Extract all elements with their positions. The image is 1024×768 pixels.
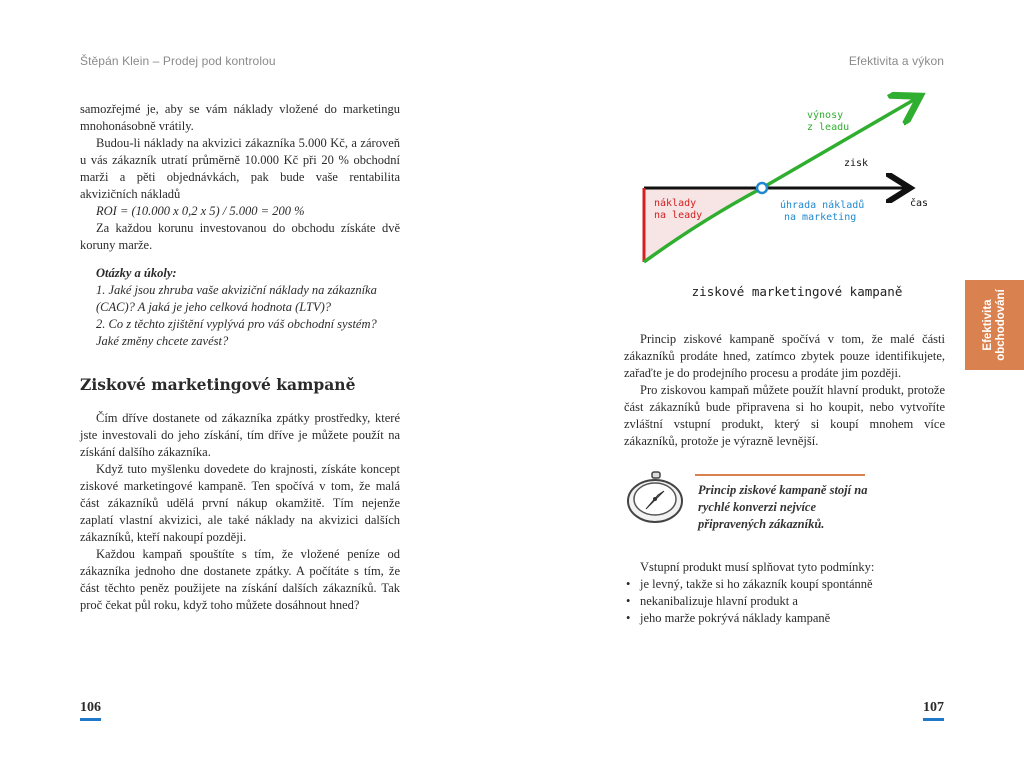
campaign-diagram [632, 80, 962, 280]
right-page [512, 0, 1024, 768]
paragraph: Každou kampaň spouštíte s tím, že vložené peníze od zákazníka jednoho dne dostanete zpátky. A počítáte s tím, že část těchto peněz použijete na získání dalších zákazníků. Tak proč čekat půl roku, když toho můžete dosáhnout hned? [80, 547, 400, 612]
list-item: • jeho marže pokrývá náklady kampaně [626, 611, 831, 625]
question-item: 2. Co z těchto zjištění vyplývá pro váš obchodní systém? Jaké změny chcete zavést? [96, 317, 377, 348]
requirements-intro: Vstupní produkt musí splňovat tyto podmínky: [640, 560, 875, 574]
chapter-side-tab [965, 280, 1024, 370]
paragraph: samozřejmé je, aby se vám náklady vložené do marketingu mnohonásobně vrátily. [80, 102, 400, 133]
page-number-right: 107 [923, 700, 944, 721]
page-number-left: 106 [80, 700, 101, 721]
requirements-list [624, 576, 944, 627]
bullet: • [626, 594, 631, 608]
side-tab-line: obchodování [994, 289, 1007, 361]
running-head-right: Efektivita a výkon [848, 54, 944, 68]
label-payback: úhrada nákladů na marketing [780, 200, 865, 223]
paragraph: Princip ziskové kampaně spočívá v tom, že malé části zákazníků prodáte hned, zatímco zbytek pouze identifikujete, zařaďte je do prodejního procesu a prodáte jim později. [624, 332, 945, 380]
left-top-text [80, 101, 400, 254]
compass-icon [622, 469, 686, 527]
callout-quote: Princip ziskové kampaně stojí na rychlé konverzi nejvíce připravených zákazníků. [698, 483, 868, 531]
diagram-caption: ziskové marketingové kampaně [691, 284, 903, 299]
label-time: čas [910, 198, 929, 209]
revenue-line [644, 98, 917, 262]
paragraph: Čím dříve dostanete od zákazníka zpátky prostředky, které jste investovali do jeho získání, tím dříve je můžete použít na získání dalšího zákazníka. [80, 411, 400, 459]
right-body-text [624, 331, 945, 450]
payback-point [757, 183, 767, 193]
paragraph: Za každou korunu investovanou do obchodu získáte dvě koruny marže. [80, 221, 400, 252]
paragraph: Pro ziskovou kampaň můžete použít hlavní produkt, protože část zákazníků bude připravena si ho koupit, nebo vytvoříte zvláštní vstupní produkt, který si koupí mnohem více zákazníků, protože je výrazně levnější. [624, 383, 945, 448]
roi-formula: ROI = (10.000 x 0,2 x 5) / 5.000 = 200 % [96, 204, 305, 218]
left-bottom-text [80, 410, 400, 614]
questions-block [96, 265, 396, 350]
paragraph: Když tuto myšlenku dovedete do krajnosti, získáte koncept ziskové marketingové kampaně. Ten spočívá v tom, že malá část zákazníků udělá první nákup okamžitě. Tím nejenže zaplatí vlastní akvizici, ale také náklady na akvizici dalších zákazníků, kteří nakoupí později. [80, 462, 400, 544]
list-item: • nekanibalizuje hlavní produkt a [626, 594, 798, 608]
question-item: 1. Jaké jsou zhruba vaše akviziční náklady na zákazníka (CAC)? A jaká je jeho celková hodnota (LTV)? [96, 283, 377, 314]
label-profit: zisk [844, 158, 869, 169]
label-costs: náklady na leady [654, 198, 703, 221]
running-head-left: Štěpán Klein – Prodej pod kontrolou [80, 54, 276, 68]
bullet: • [626, 577, 631, 591]
section-title: Ziskové marketingové kampaně [80, 375, 356, 394]
callout-rule [695, 474, 865, 476]
paragraph: Budou-li náklady na akvizici zákazníka 5.000 Kč, a zároveň u vás zákazník utratí průměrně 10.000 Kč při 20 % obchodní marži a pěti objednávkách, pak bude vaše rentabilita akvizičních nákladů [80, 136, 400, 201]
questions-heading: Otázky a úkoly: [96, 266, 177, 280]
diagram-svg [632, 80, 962, 280]
bullet: • [626, 611, 631, 625]
list-item: • je levný, takže si ho zákazník koupí spontánně [626, 577, 873, 591]
side-tab-line: Efektivita [981, 299, 994, 351]
label-revenue: výnosy z leadu [807, 110, 850, 133]
